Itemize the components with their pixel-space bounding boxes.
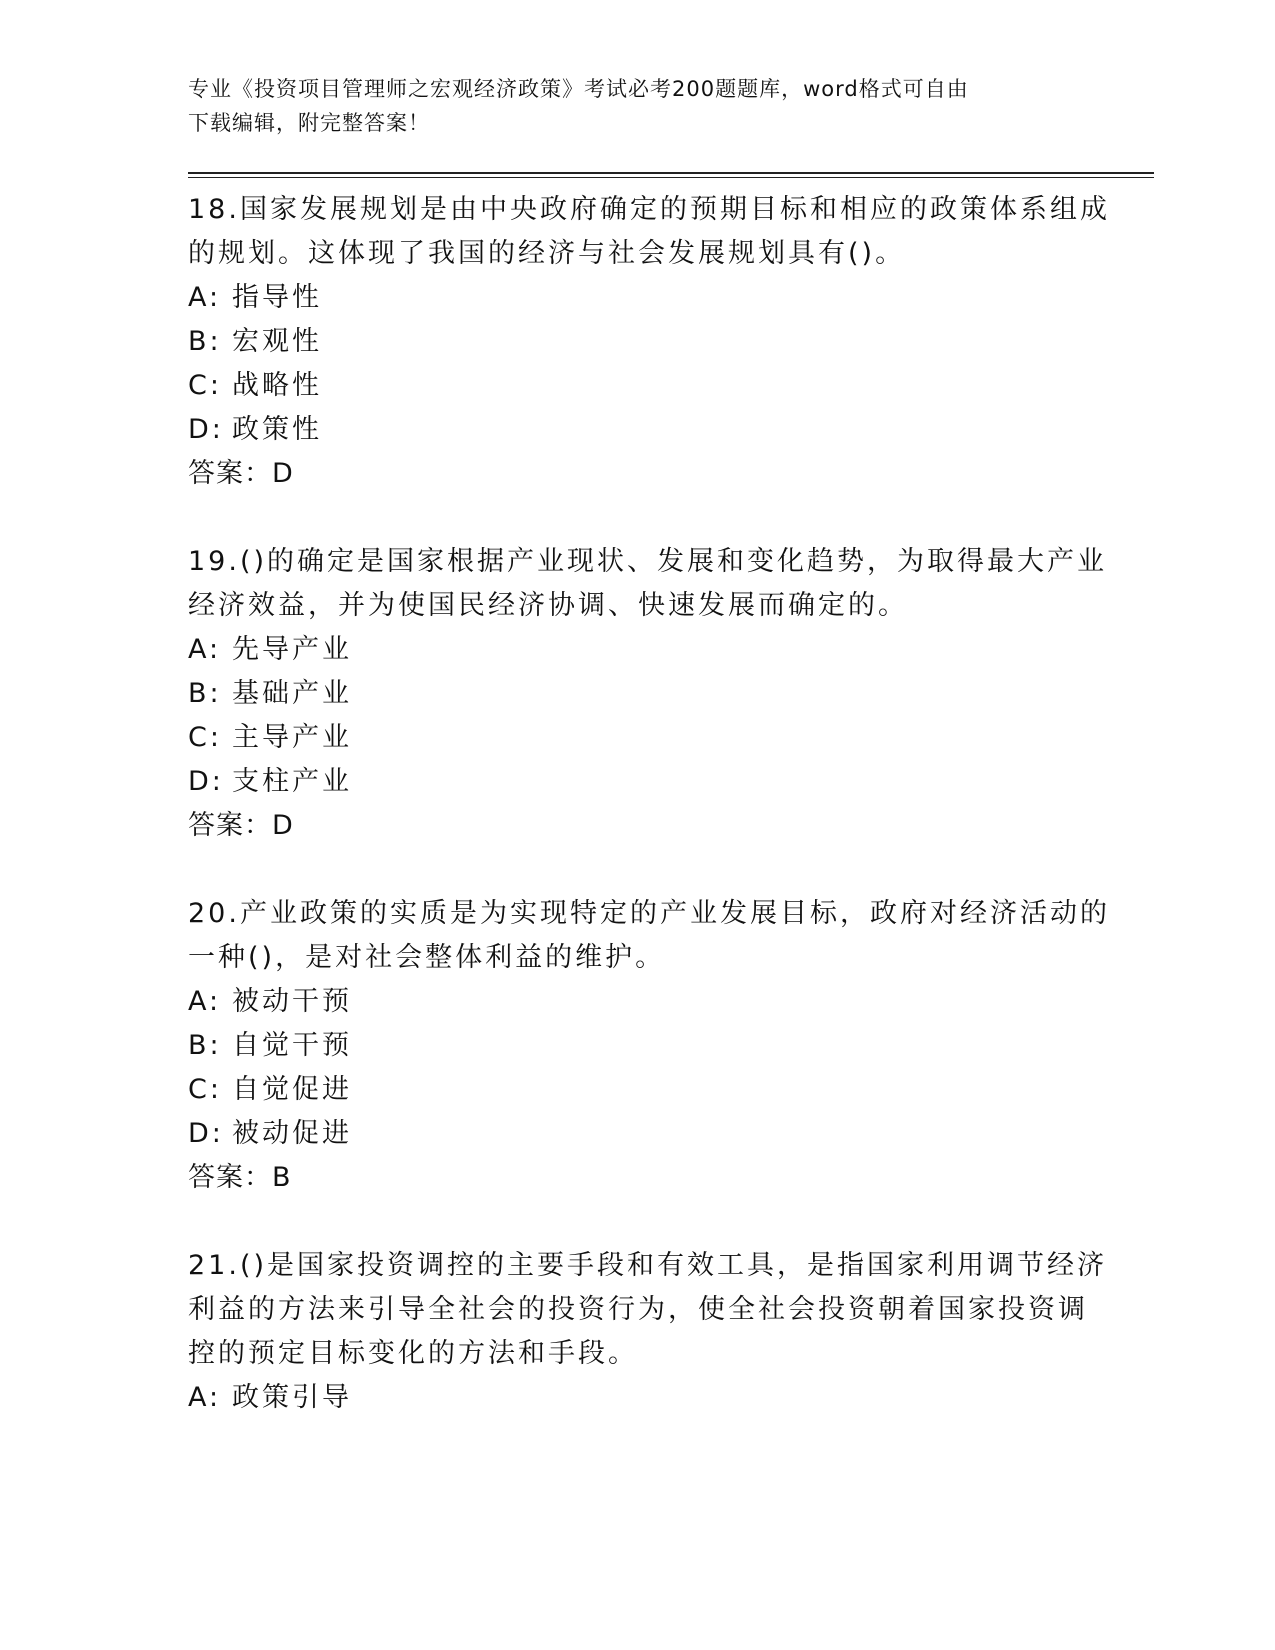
question-20-option-c [188,1067,352,1113]
option-text: 自觉促进 [232,1074,352,1105]
option-key: A: [188,986,222,1017]
question-18-stem-line-1: 18.国家发展规划是由中央政府确定的预期目标和相应的政策体系组成 [188,194,1110,225]
question-19-stem-line-2: 经济效益，并为使国民经济协调、快速发展而确定的。 [188,590,908,621]
question-19-option-b [188,671,352,717]
option-text: 自觉干预 [232,1030,352,1061]
option-key: C: [188,1074,222,1105]
option-text: 政策性 [232,414,322,445]
question-18-option-c [188,363,322,409]
header-divider-top [188,172,1154,174]
option-key: A: [188,1382,222,1413]
question-20-stem-line-1: 20.产业政策的实质是为实现特定的产业发展目标，政府对经济活动的 [188,898,1110,929]
question-18-option-d [188,407,322,453]
question-20-option-b [188,1023,352,1069]
question-19-answer: 答案：D [188,810,294,841]
question-18-answer: 答案：D [188,458,294,489]
option-key: B: [188,326,222,357]
question-18-option-a [188,275,322,321]
option-key: A: [188,282,222,313]
question-20-answer: 答案：B [188,1162,292,1193]
question-19-stem-line-1: 19.()的确定是国家根据产业现状、发展和变化趋势，为取得最大产业 [188,546,1108,577]
question-19-option-a [188,627,352,673]
option-key: D: [188,414,224,445]
question-21-stem-line-2: 利益的方法来引导全社会的投资行为，使全社会投资朝着国家投资调 [188,1294,1088,1325]
option-key: B: [188,678,222,709]
option-text: 基础产业 [232,678,352,709]
question-20-stem-line-2: 一种()，是对社会整体利益的维护。 [188,942,666,973]
option-key: A: [188,634,222,665]
question-21-stem-line-1: 21.()是国家投资调控的主要手段和有效工具，是指国家利用调节经济 [188,1250,1108,1281]
header-title-line-1: 专业《投资项目管理师之宏观经济政策》考试必考200题题库，word格式可自由 [188,77,969,101]
option-text: 指导性 [232,282,322,313]
question-20-option-a [188,979,352,1025]
question-20-option-d [188,1111,352,1157]
option-text: 被动促进 [232,1118,352,1149]
option-text: 支柱产业 [232,766,352,797]
option-key: C: [188,370,222,401]
header-divider-bottom [188,177,1154,178]
option-text: 主导产业 [232,722,352,753]
question-19-option-c [188,715,352,761]
option-text: 政策引导 [232,1382,352,1413]
option-key: D: [188,766,224,797]
option-text: 先导产业 [232,634,352,665]
question-19-option-d [188,759,352,805]
header-title-line-2: 下载编辑，附完整答案！ [188,111,430,135]
question-18-stem-line-2: 的规划。这体现了我国的经济与社会发展规划具有()。 [188,238,906,269]
option-text: 被动干预 [232,986,352,1017]
option-text: 宏观性 [232,326,322,357]
question-18-option-b [188,319,322,365]
option-text: 战略性 [232,370,322,401]
question-21-stem-line-3: 控的预定目标变化的方法和手段。 [188,1338,638,1369]
option-key: C: [188,722,222,753]
option-key: B: [188,1030,222,1061]
option-key: D: [188,1118,224,1149]
question-21-option-a [188,1375,352,1421]
